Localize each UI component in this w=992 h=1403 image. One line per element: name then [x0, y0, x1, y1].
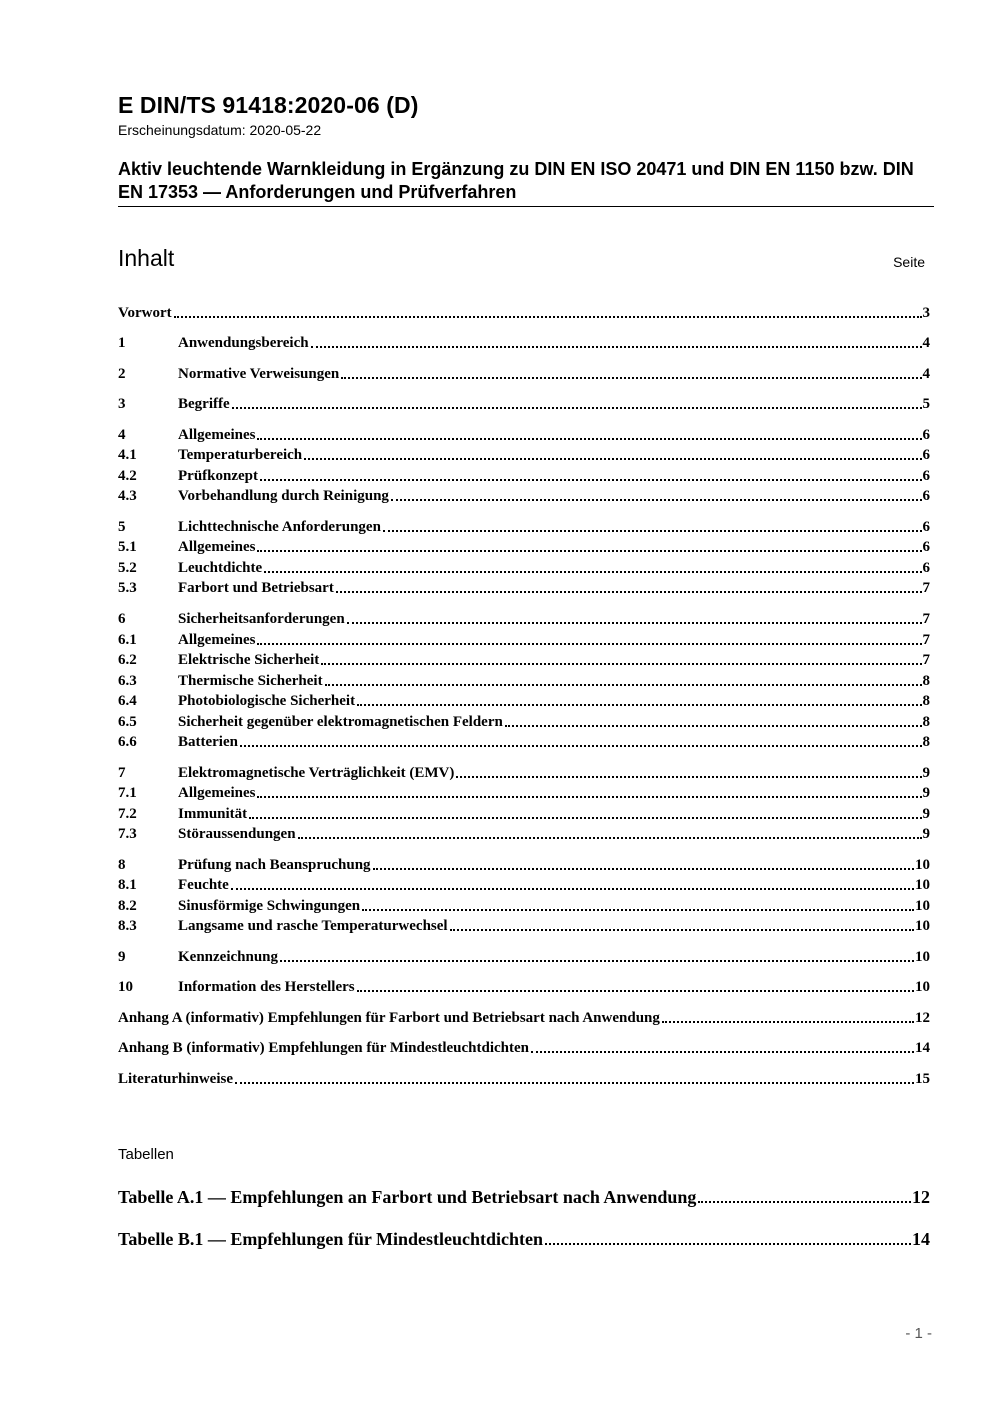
toc-entry-label: Farbort und Betriebsart [178, 580, 334, 596]
toc-entry-page: 6 [922, 519, 930, 535]
toc-leader [698, 1201, 911, 1203]
toc-entry-label: Prüfkonzept [178, 468, 258, 484]
toc-entry-label: Allgemeines [178, 632, 256, 648]
toc-entry-number: 8 [118, 857, 126, 873]
tables-heading: Tabellen [118, 1146, 174, 1163]
toc-entry-page: 6 [922, 468, 930, 484]
toc-entry[interactable] [118, 516, 930, 536]
toc-entry-number: 6.4 [118, 693, 137, 709]
toc-entry-page: 6 [922, 488, 930, 504]
toc-entry-page: 10 [915, 877, 930, 893]
toc-entry-label: Langsame und rasche Temperaturwechsel [178, 918, 448, 934]
toc-entry[interactable] [118, 424, 930, 444]
toc-entry-page: 10 [915, 949, 930, 965]
page-number: - 1 - [905, 1325, 932, 1342]
toc-entry-number: 5 [118, 519, 126, 535]
toc-entry[interactable] [118, 332, 930, 352]
toc-entry-label: Anwendungsbereich [178, 335, 309, 351]
toc-entry-page: 15 [915, 1071, 930, 1087]
document-title: Aktiv leuchtende Warnkleidung in Ergänzung zu DIN EN ISO 20471 und DIN EN 1150 bzw. DIN EN 17353 — Anforderungen und Prüfverfahren [118, 159, 914, 202]
toc-entry-number: 6.2 [118, 652, 137, 668]
toc-entry-label: Information des Herstellers [178, 979, 355, 995]
document-id: E DIN/TS 91418:2020-06 (D) [118, 92, 419, 118]
toc-entry-page: 6 [922, 539, 930, 555]
table-entry-page: 12 [912, 1187, 930, 1207]
toc-leader [341, 377, 921, 379]
toc-entry[interactable] [118, 895, 930, 915]
toc-entry-label: Leuchtdichte [178, 560, 263, 576]
toc-entry-label: Lichttechnische Anforderungen [178, 519, 381, 535]
toc-entry-number: 4.1 [118, 447, 137, 463]
toc-leader [235, 1082, 914, 1084]
toc-entry-page: 9 [922, 785, 930, 801]
toc-page-column-label: Seite [893, 254, 925, 270]
toc-entry[interactable] [118, 823, 930, 843]
toc-leader [336, 591, 922, 593]
title-divider [118, 206, 934, 207]
toc-entry[interactable] [118, 557, 930, 577]
toc-entry-number: 10 [118, 979, 133, 995]
toc-entry-label: Störaussendungen [178, 826, 296, 842]
toc-leader [505, 725, 922, 727]
toc-leader [391, 499, 922, 501]
toc-heading: Inhalt [118, 245, 175, 271]
toc-entry-page: 7 [922, 580, 930, 596]
toc-entry[interactable] [118, 577, 930, 597]
toc-entry-label: Allgemeines [178, 785, 256, 801]
toc-entry[interactable] [118, 363, 930, 383]
toc-entry-label: Immunität [178, 806, 248, 822]
toc-entry[interactable] [118, 444, 930, 464]
toc-entry-label: Elektrische Sicherheit [178, 652, 320, 668]
toc-entry-label: Thermische Sicherheit [178, 673, 323, 689]
toc-entry[interactable] [118, 302, 930, 322]
toc-entry-page: 10 [915, 918, 930, 934]
toc-entry-number: 7.1 [118, 785, 137, 801]
toc-leader [545, 1243, 911, 1245]
toc-entry[interactable] [118, 690, 930, 710]
toc-entry-label: Allgemeines [178, 427, 256, 443]
toc-entry[interactable] [118, 536, 930, 556]
toc-entry-number: 4 [118, 427, 126, 443]
toc-leader [304, 458, 921, 460]
toc-leader [260, 479, 922, 481]
toc-entry-number: 7 [118, 765, 126, 781]
toc-entry-number: 9 [118, 949, 126, 965]
toc-entry-label: Normative Verweisungen [178, 366, 340, 382]
toc-entry-label: Begriffe [178, 396, 230, 412]
toc-entry-number: 8.1 [118, 877, 137, 893]
toc-entry-number: 6.1 [118, 632, 137, 648]
toc-leader [298, 837, 922, 839]
toc-entry-label: Vorwort [118, 305, 172, 321]
toc-entry-label: Batterien [178, 734, 238, 750]
table-list-entry[interactable] [118, 1226, 930, 1250]
toc-entry-page: 5 [922, 396, 930, 412]
toc-leader [373, 868, 914, 870]
toc-entry-number: 6.3 [118, 673, 137, 689]
toc-entry[interactable] [118, 465, 930, 485]
toc-entry-number: 5.2 [118, 560, 137, 576]
toc-entry-number: 6 [118, 611, 126, 627]
table-entry-label: Tabelle B.1 — Empfehlungen für Mindestleuchtdichten [118, 1229, 544, 1249]
toc-entry-label: Prüfung nach Beanspruchung [178, 857, 371, 873]
toc-entry-label: Feuchte [178, 877, 229, 893]
toc-entry[interactable] [118, 608, 930, 628]
toc-entry[interactable] [118, 915, 930, 935]
table-entry-page: 14 [912, 1229, 930, 1249]
toc-entry-number: 5.3 [118, 580, 137, 596]
toc-leader [456, 776, 921, 778]
toc-entry-page: 6 [922, 427, 930, 443]
toc-entry-number: 8.2 [118, 898, 137, 914]
toc-entry[interactable] [118, 1037, 930, 1057]
toc-entry-page: 10 [915, 979, 930, 995]
toc-entry-label: Allgemeines [178, 539, 256, 555]
toc-entry-page: 8 [922, 673, 930, 689]
toc-entry-page: 7 [922, 632, 930, 648]
toc-entry-page: 12 [915, 1010, 930, 1026]
toc-entry[interactable] [118, 731, 930, 751]
toc-entry-number: 3 [118, 396, 126, 412]
toc-leader [362, 909, 914, 911]
toc-entry-number: 5.1 [118, 539, 137, 555]
toc-entry-page: 10 [915, 857, 930, 873]
toc-entry[interactable] [118, 485, 930, 505]
toc-entry-page: 10 [915, 898, 930, 914]
toc-leader [357, 704, 921, 706]
toc-entry-label: Anhang B (informativ) Empfehlungen für Mindestleuchtdichten [118, 1040, 530, 1056]
toc-entry-label: Sicherheit gegenüber elektromagnetischen Feldern [178, 714, 503, 730]
toc-leader [249, 817, 921, 819]
toc-entry-label: Vorbehandlung durch Reinigung [178, 488, 389, 504]
toc-entry-label: Kennzeichnung [178, 949, 279, 965]
toc-entry-page: 8 [922, 714, 930, 730]
toc-entry-page: 7 [922, 652, 930, 668]
toc-entry[interactable] [118, 976, 930, 996]
toc-entry-page: 9 [922, 765, 930, 781]
toc-leader [357, 990, 914, 992]
toc-leader [325, 684, 922, 686]
toc-leader [257, 438, 921, 440]
toc-leader [257, 796, 921, 798]
toc-entry[interactable] [118, 782, 930, 802]
toc-leader [240, 745, 922, 747]
toc-entry-label: Photobiologische Sicherheit [178, 693, 356, 709]
toc-entry-label: Temperaturbereich [178, 447, 303, 463]
toc-leader [450, 929, 914, 931]
toc-entry[interactable] [118, 946, 930, 966]
toc-entry[interactable] [118, 803, 930, 823]
toc-entry-page: 9 [922, 826, 930, 842]
toc-entry-number: 6.6 [118, 734, 137, 750]
table-entry-label: Tabelle A.1 — Empfehlungen an Farbort und Betriebsart nach Anwendung [118, 1187, 697, 1207]
toc-entry-label: Sinusförmige Schwingungen [178, 898, 361, 914]
toc-entry-number: 2 [118, 366, 126, 382]
toc-entry[interactable] [118, 711, 930, 731]
toc-leader [383, 530, 922, 532]
toc-entry[interactable] [118, 649, 930, 669]
toc-entry[interactable] [118, 670, 930, 690]
toc-entry-page: 4 [922, 335, 930, 351]
toc-leader [321, 663, 921, 665]
toc-leader [257, 643, 921, 645]
toc-entry-label: Literaturhinweise [118, 1071, 233, 1087]
toc-leader [232, 407, 922, 409]
toc-entry-number: 6.5 [118, 714, 137, 730]
toc-entry-page: 7 [922, 611, 930, 627]
toc-entry-number: 8.3 [118, 918, 137, 934]
toc-entry-number: 1 [118, 335, 126, 351]
toc-entry-page: 6 [922, 560, 930, 576]
toc-leader [311, 346, 922, 348]
toc-leader [662, 1021, 914, 1023]
toc-leader [280, 960, 914, 962]
toc-entry[interactable] [118, 1007, 930, 1027]
toc-entry[interactable] [118, 393, 930, 413]
toc-leader [174, 316, 922, 318]
toc-leader [531, 1051, 914, 1053]
toc-entry[interactable] [118, 629, 930, 649]
toc-entry-page: 3 [922, 305, 930, 321]
toc-entry-number: 7.2 [118, 806, 137, 822]
toc-entry-label: Anhang A (informativ) Empfehlungen für Farbort und Betriebsart nach Anwendung [118, 1010, 660, 1026]
toc-leader [257, 550, 921, 552]
toc-entry[interactable] [118, 762, 930, 782]
toc-leader [264, 571, 921, 573]
toc-entry[interactable] [118, 854, 930, 874]
publication-date: Erscheinungsdatum: 2020-05-22 [118, 122, 322, 138]
toc-entry-page: 6 [922, 447, 930, 463]
toc-entry-number: 4.3 [118, 488, 137, 504]
toc-entry[interactable] [118, 874, 930, 894]
table-list-entry[interactable] [118, 1184, 930, 1208]
toc-entry-page: 14 [915, 1040, 930, 1056]
toc-leader [231, 888, 914, 890]
toc-entry-label: Elektromagnetische Verträglichkeit (EMV) [178, 765, 455, 781]
toc-entry-page: 9 [922, 806, 930, 822]
toc-entry-number: 4.2 [118, 468, 137, 484]
toc-entry-page: 8 [922, 734, 930, 750]
toc-entry-page: 4 [922, 366, 930, 382]
toc-entry-label: Sicherheitsanforderungen [178, 611, 345, 627]
toc-entry-page: 8 [922, 693, 930, 709]
toc-entry-number: 7.3 [118, 826, 137, 842]
toc-entry[interactable] [118, 1068, 930, 1088]
toc-leader [347, 622, 922, 624]
